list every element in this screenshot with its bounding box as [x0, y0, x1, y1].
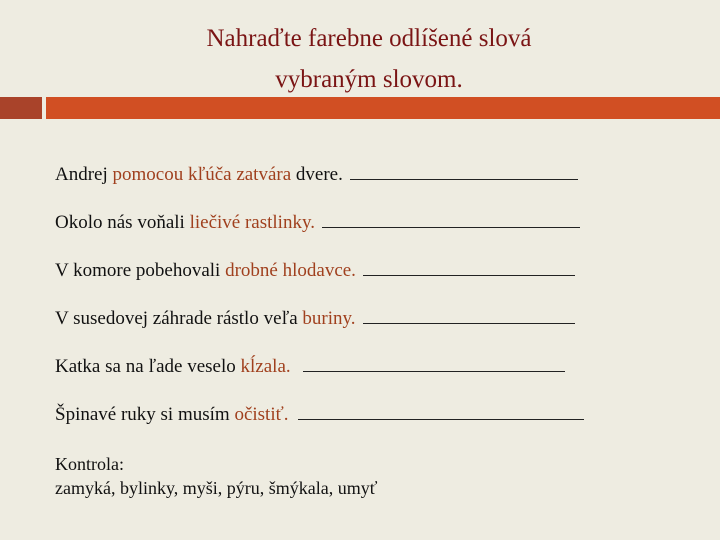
answer-blank[interactable]	[303, 355, 565, 372]
highlighted-phrase: očistiť.	[234, 404, 289, 425]
answer-blank[interactable]	[350, 163, 578, 180]
answer-key-label: Kontrola:	[55, 454, 124, 474]
highlighted-phrase: pomocou kľúča zatvára	[112, 164, 292, 185]
sentence-text: dvere.	[291, 164, 343, 185]
sentence-text: Špinavé ruky si musím	[55, 404, 235, 425]
answer-blank[interactable]	[322, 211, 580, 228]
sentence-3	[55, 256, 655, 286]
answer-blank[interactable]	[363, 307, 575, 324]
sentence-text: V komore pobehovali	[55, 260, 226, 281]
answer-blank[interactable]	[363, 259, 575, 276]
sentence-4	[55, 304, 655, 334]
sentence-text: Katka sa na ľade veselo	[55, 356, 241, 377]
sentence-text: Okolo nás voňali	[55, 212, 190, 233]
sentence-text: V susedovej záhrade rástlo veľa	[55, 308, 303, 329]
highlighted-phrase: kĺzala.	[240, 356, 291, 377]
sentence-6	[55, 400, 655, 430]
sentence-2	[55, 208, 655, 238]
answer-blank[interactable]	[298, 403, 584, 420]
highlighted-phrase: drobné hlodavce.	[225, 260, 356, 281]
exercise-sentences	[55, 160, 655, 448]
title-line-1: Nahraďte farebne odlíšené slová	[206, 25, 532, 52]
answer-key	[55, 452, 377, 500]
answer-key-words: zamyká, bylinky, myši, pýru, šmýkala, umyť	[55, 478, 378, 498]
highlighted-phrase: liečivé rastlinky.	[189, 212, 315, 233]
sentence-5	[55, 352, 655, 382]
accent-bar-light	[46, 97, 720, 119]
highlighted-phrase: buriny.	[302, 308, 356, 329]
title-line-2: vybraným slovom.	[275, 66, 463, 93]
slide-title	[0, 18, 720, 100]
sentence-text: Andrej	[55, 164, 113, 185]
accent-bar-dark	[0, 97, 42, 119]
sentence-1	[55, 160, 655, 190]
